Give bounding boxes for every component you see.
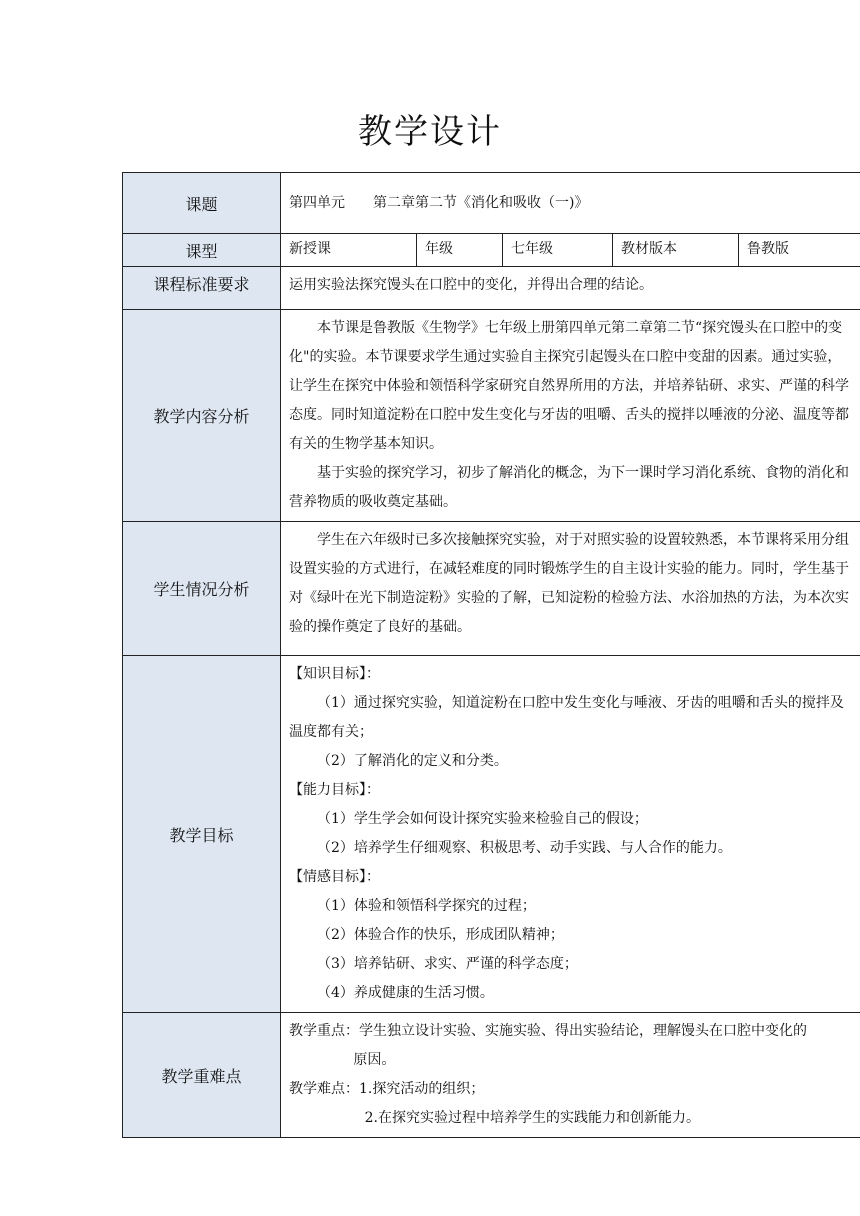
key-points-row xyxy=(123,1013,860,1138)
student-analysis-paragraph: 学生在六年级时已多次接触探究实验，对于对照实验的设置较熟悉，本节课将采用分组设置实验的方式进行，在减轻难度的同时锻炼学生的自主设计实验的能力。同时，学生基于对《绿叶在光下制造淀粉》实验的了解，已知淀粉的检验方法、水浴加热的方法，为本次实验的操作奠定了良好的基础。 xyxy=(289,532,849,635)
difficulty-line: 教学难点：1.探究活动的组织； xyxy=(289,1081,485,1097)
objective-item: （4）养成健康的生活习惯。 xyxy=(317,985,494,1001)
objective-item: （2）培养学生仔细观察、积极思考、动手实践、与人合作的能力。 xyxy=(317,840,732,856)
topic-row xyxy=(123,173,860,234)
knowledge-title: 【知识目标】： xyxy=(289,666,380,682)
objective-item: （1）通过探究实验，知道淀粉在口腔中发生变化与唾液、牙齿的咀嚼和舌头的搅拌及温度都有关； xyxy=(289,695,844,740)
objectives-row xyxy=(123,656,860,1013)
edition-value: 鲁教版 xyxy=(747,241,789,257)
content-analysis-paragraph: 基于实验的探究学习，初步了解消化的概念，为下一课时学习消化系统、食物的消化和营养物质的吸收奠定基础。 xyxy=(289,465,849,510)
lesson-type-row xyxy=(123,234,860,267)
content-analysis-label: 教学内容分析 xyxy=(123,310,281,522)
objective-item: （1）学生学会如何设计探究实验来检验自己的假设； xyxy=(317,811,648,827)
standard-value: 运用实验法探究馒头在口腔中的变化，并得出合理的结论。 xyxy=(289,277,653,293)
objective-item: （2）了解消化的定义和分类。 xyxy=(317,753,508,769)
topic-value: 第四单元 第二章第二节《消化和吸收（一)》 xyxy=(289,194,589,211)
grade-label: 年级 xyxy=(425,241,453,257)
objective-item: （1）体验和领悟科学探究的过程； xyxy=(317,898,536,914)
emotion-title: 【情感目标】： xyxy=(289,869,380,885)
standard-label: 课程标准要求 xyxy=(123,267,281,310)
student-analysis-label: 学生情况分析 xyxy=(123,522,281,656)
lesson-plan-table xyxy=(122,172,860,1138)
objectives-label: 教学目标 xyxy=(123,656,281,1013)
page-title: 教学设计 xyxy=(358,112,502,152)
grade-value: 七年级 xyxy=(511,241,553,257)
content-analysis-paragraph: 本节课是鲁教版《生物学》七年级上册第四单元第二章第二节“探究馒头在口腔中的变化"的实验。本节课要求学生通过实验自主探究引起馒头在口腔中变甜的因素。通过实验，让学生在探究中体验和领悟科学家研究自然界所用的方法，并培养钻研、求实、严谨的科学态度。同时知道淀粉在口腔中发生变化与牙齿的咀嚼、舌头的搅拌以唾液的分泌、温度等都有关的生物学基本知识。 xyxy=(289,320,849,452)
edition-label: 教材版本 xyxy=(621,241,677,257)
objective-item: （3）培养钻研、求实、严谨的科学态度； xyxy=(317,956,578,972)
objective-item: （2）体验合作的快乐，形成团队精神； xyxy=(317,927,564,943)
ability-title: 【能力目标】： xyxy=(289,782,380,798)
focus-line: 教学重点：学生独立设计实验、实施实验、得出实验结论，理解馒头在口腔中变化的 xyxy=(289,1023,807,1039)
difficulty-line: 2.在探究实验过程中培养学生的实践能力和创新能力。 xyxy=(364,1110,700,1126)
student-analysis-row xyxy=(123,522,860,656)
lesson-type-label: 课型 xyxy=(123,234,281,267)
standard-row xyxy=(123,267,860,310)
key-points-label: 教学重难点 xyxy=(123,1013,281,1138)
topic-label: 课题 xyxy=(123,173,281,234)
focus-line: 原因。 xyxy=(353,1052,396,1068)
lesson-type-value: 新授课 xyxy=(289,241,331,257)
content-analysis-row xyxy=(123,310,860,522)
